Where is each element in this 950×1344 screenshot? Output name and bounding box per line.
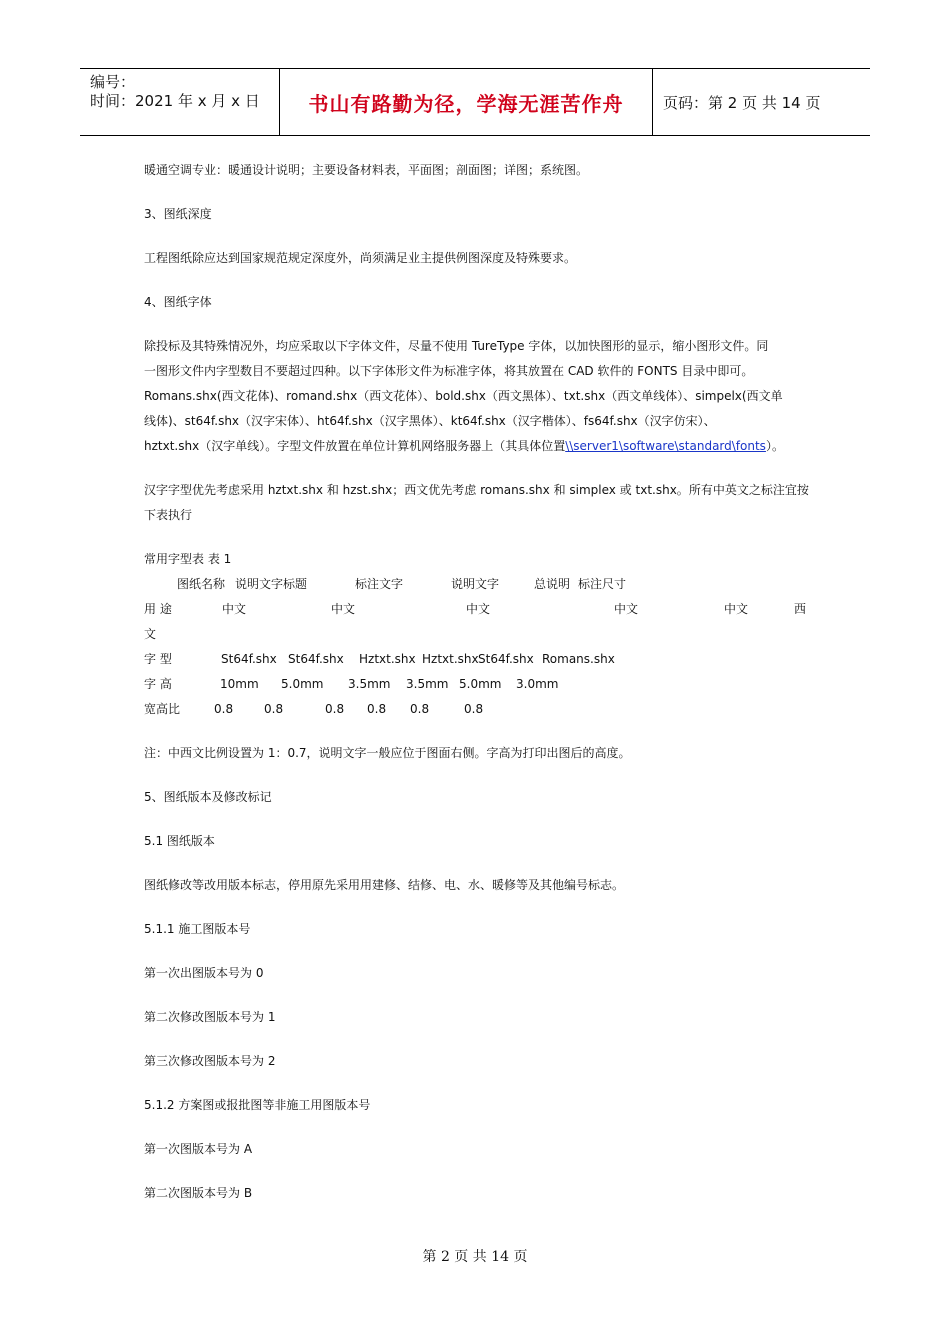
table-cell: 3.0mm bbox=[516, 677, 559, 691]
table-title: 常用字型表 表 1 bbox=[144, 552, 232, 566]
table-header-cell: 标注文字 bbox=[355, 577, 404, 591]
table-row-use bbox=[144, 597, 814, 622]
section-4-p2-line2: 下表执行 bbox=[144, 508, 193, 522]
table-cell: 10mm bbox=[220, 677, 259, 691]
table-cell: Romans.shx bbox=[542, 652, 615, 666]
table-cell: 3.5mm bbox=[406, 677, 449, 691]
header-meta bbox=[80, 69, 280, 135]
table-header-cell: 总说明 bbox=[534, 577, 571, 591]
table-cell: 0.8 bbox=[367, 702, 387, 716]
table-cell: 0.8 bbox=[325, 702, 345, 716]
table-header-row bbox=[144, 572, 814, 597]
table-cell: 中文 bbox=[724, 602, 749, 616]
table-row-height bbox=[144, 672, 814, 697]
table-cell: 5.0mm bbox=[459, 677, 502, 691]
table-cell: 0.8 bbox=[464, 702, 484, 716]
section-5-1-text: 图纸修改等改用版本标志，停用原先采用用建修、结修、电、水、暖修等及其他编号标志。 bbox=[144, 878, 625, 892]
section-5-title: 5、图纸版本及修改标记 bbox=[144, 790, 272, 804]
table-row-label: 用 途 bbox=[144, 602, 172, 616]
time-label: 时间：2021 年 x 月 x 日 bbox=[90, 92, 260, 110]
fonts-path-prefix: hztxt.shx（汉字单线）。字型文件放置在单位计算机网络服务器上（其具体位置 bbox=[144, 439, 566, 453]
section-5-1-1-title: 5.1.1 施工图版本号 bbox=[144, 922, 251, 936]
table-cell: Hztxt.shx bbox=[359, 652, 416, 666]
table-cell: St64f.shx bbox=[288, 652, 344, 666]
version-item: 第二次修改图版本号为 1 bbox=[144, 1010, 276, 1024]
table-cell: 中文 bbox=[614, 602, 639, 616]
hvac-line: 暖通空调专业：暖通设计说明；主要设备材料表，平面图；剖面图；详图；系统图。 bbox=[144, 163, 589, 177]
number-label: 编号： bbox=[90, 73, 136, 91]
table-cell: 中文 bbox=[466, 602, 491, 616]
table-cell: 0.8 bbox=[410, 702, 430, 716]
section-4-p1-line1: 除投标及其特殊情况外，均应采取以下字体文件，尽量不使用 TureType 字体，以加快图形的显示，缩小图形文件。同 bbox=[144, 339, 769, 353]
table-cell: St64f.shx bbox=[478, 652, 534, 666]
table-header-cell: 说明文字 bbox=[451, 577, 500, 591]
header-motto: 书山有路勤为径，学海无涯苦作舟 bbox=[280, 69, 653, 135]
table-cell: 0.8 bbox=[264, 702, 284, 716]
table-row-label: 字 高 bbox=[144, 677, 172, 691]
page-footer: 第 2 页 共 14 页 bbox=[422, 1249, 528, 1265]
fonts-path-link[interactable]: \\server1\software\standard\fonts bbox=[565, 439, 766, 453]
section-4-p1-line3: Romans.shx(西文花体)、romand.shx（西文花体）、bold.shx（西文黑体）、txt.shx（西文单线体）、simpelx(西文单 bbox=[144, 389, 783, 403]
section-4-p1-line5 bbox=[144, 434, 784, 459]
table-row-label: 字 型 bbox=[144, 652, 172, 666]
section-3-title: 3、图纸深度 bbox=[144, 207, 212, 221]
table-row-use-wrap: 文 bbox=[144, 627, 157, 641]
section-5-1-title: 5.1 图纸版本 bbox=[144, 834, 215, 848]
table-cell: 中文 bbox=[222, 602, 247, 616]
table-cell: 0.8 bbox=[214, 702, 234, 716]
table-cell: St64f.shx bbox=[221, 652, 277, 666]
table-row-font bbox=[144, 647, 814, 672]
table-header-cell: 说明文字标题 bbox=[235, 577, 308, 591]
table-cell: 3.5mm bbox=[348, 677, 391, 691]
table-header-cell: 标注尺寸 bbox=[578, 577, 627, 591]
table-row-ratio bbox=[144, 697, 814, 722]
page-header bbox=[80, 68, 870, 136]
section-4-p1-line2: 一图形文件内字型数目不要超过四种。以下字体形文件为标准字体，将其放置在 CAD 软件的 FONTS 目录中即可。 bbox=[144, 364, 754, 378]
version-item: 第一次出图版本号为 0 bbox=[144, 966, 264, 980]
table-cell: Hztxt.shx bbox=[422, 652, 479, 666]
table-cell: 西 bbox=[794, 602, 807, 616]
section-5-1-2-title: 5.1.2 方案图或报批图等非施工用图版本号 bbox=[144, 1098, 371, 1112]
section-4-p2-line1: 汉字字型优先考虑采用 hztxt.shx 和 hzst.shx；西文优先考虑 romans.shx 和 simplex 或 txt.shx。所有中英文之标注宜按 bbox=[144, 483, 809, 497]
version-item: 第三次修改图版本号为 2 bbox=[144, 1054, 276, 1068]
table-note: 注：中西文比例设置为 1：0.7，说明文字一般应位于图面右侧。字高为打印出图后的高度。 bbox=[144, 746, 631, 760]
table-cell: 中文 bbox=[331, 602, 356, 616]
version-item: 第二次图版本号为 B bbox=[144, 1186, 253, 1200]
section-3-text: 工程图纸除应达到国家规范规定深度外，尚须满足业主提供例图深度及特殊要求。 bbox=[144, 251, 577, 265]
table-header-cell: 图纸名称 bbox=[177, 577, 226, 591]
section-4-p1-line4: 线体)、st64f.shx（汉字宋体）、ht64f.shx（汉字黑体）、kt64f.shx（汉字楷体）、fs64f.shx（汉字仿宋）、 bbox=[144, 414, 716, 428]
section-4-title: 4、图纸字体 bbox=[144, 295, 212, 309]
fonts-path-suffix: ）。 bbox=[765, 439, 784, 453]
table-cell: 5.0mm bbox=[281, 677, 324, 691]
version-item: 第一次图版本号为 A bbox=[144, 1142, 253, 1156]
header-page-label: 页码：第 2 页 共 14 页 bbox=[663, 93, 821, 112]
table-row-label: 宽高比 bbox=[144, 702, 181, 716]
